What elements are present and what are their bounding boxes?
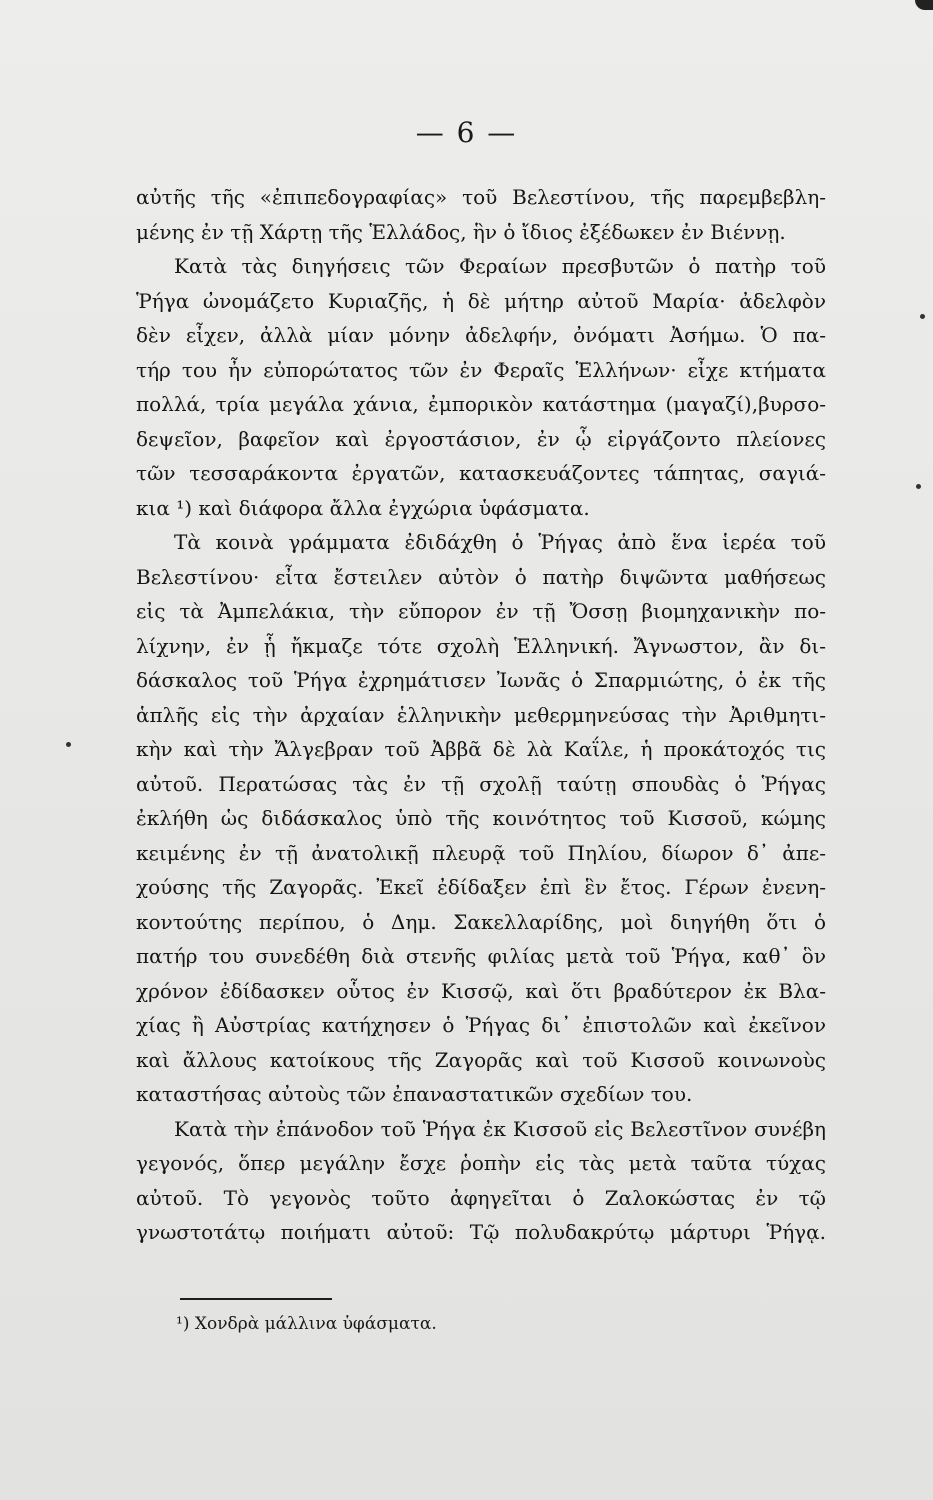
ink-mark	[915, 0, 933, 10]
text-line: Κατὰ τὰς διηγήσεις τῶν Φεραίων πρεσβυτῶν ὁ πατὴρ τοῦ	[174, 254, 826, 278]
ink-speck	[920, 314, 925, 319]
text-line: τήρ του ἦν εὐπορώτατος τῶν ἐν Φεραῖς Ἑλλήνων· εἶχε κτήματα	[136, 357, 826, 382]
text-line: κειμένης ἐν τῇ ἀνατολικῇ πλευρᾷ τοῦ Πηλίου, δίωρον δ᾿ ἀπε-	[136, 840, 826, 865]
text-line: ἁπλῆς εἰς τὴν ἀρχαίαν ἑλληνικὴν μεθερμηνεύσας τὴν Ἀριθμητι-	[136, 702, 826, 727]
ink-speck	[916, 484, 921, 489]
text-line: δάσκαλος τοῦ Ῥήγα ἐχρημάτισεν Ἰωνᾶς ὁ Σπαρμιώτης, ὁ ἐκ τῆς	[136, 668, 826, 692]
text-line: γνωστοτάτῳ ποιήματι αὐτοῦ: Τῷ πολυδακρύτῳ μάρτυρι Ῥήγᾳ.	[136, 1220, 826, 1244]
text-line: Ῥήγα ὠνομάζετο Κυριαζῆς, ἡ δὲ μήτηρ αὐτοῦ Μαρία· ἀδελφὸν	[136, 288, 826, 313]
body-text	[136, 180, 826, 1250]
text-line: κοντούτης περίπου, ὁ Δημ. Σακελλαρίδης, μοὶ διηγήθη ὅτι ὁ	[136, 909, 826, 934]
text-line: Κατὰ τὴν ἐπάνοδον τοῦ Ῥήγα ἐκ Κισσοῦ εἰς Βελεστῖνον συνέβη	[174, 1116, 826, 1141]
ink-speck	[66, 742, 71, 747]
text-line: δεψεῖον, βαφεῖον καὶ ἐργοστάσιον, ἐν ᾧ εἰργάζοντο πλείονες	[136, 426, 826, 451]
footnote-rule	[180, 1298, 332, 1300]
text-line: χίας ἢ Αὐστρίας κατήχησεν ὁ Ῥήγας δι᾿ ἐπιστολῶν καὶ ἐκεῖνον	[136, 1013, 826, 1037]
text-line: χούσης τῆς Ζαγορᾶς. Ἐκεῖ ἐδίδαξεν ἐπὶ ἓν ἔτος. Γέρων ἐνενη-	[136, 875, 826, 899]
text-line: εἰς τὰ Ἀμπελάκια, τὴν εὔπορον ἐν τῇ Ὄσσῃ βιομηχανικὴν πο-	[136, 599, 826, 623]
text-line: πατήρ του συνεδέθη διὰ στενῆς φιλίας μετὰ τοῦ Ῥήγα, καθ᾿ ὃν	[136, 944, 826, 968]
text-line: καὶ ἄλλους κατοίκους τῆς Ζαγορᾶς καὶ τοῦ Κισσοῦ κοινωνοὺς	[136, 1047, 826, 1072]
text-line: κια ¹) καὶ διάφορα ἄλλα ἐγχώρια ὑφάσματα.	[136, 495, 590, 520]
page-number: — 6 —	[415, 116, 518, 149]
text-line: κὴν καὶ τὴν Ἄλγεβραν τοῦ Ἀββᾶ δὲ λὰ Καΐλε, ἡ προκάτοχός τις	[136, 737, 826, 761]
text-line: λίχνην, ἐν ᾗ ἤκμαζε τότε σχολὴ Ἑλληνική. Ἄγνωστον, ἂν δι-	[136, 633, 826, 658]
text-line: μένης ἐν τῇ Χάρτῃ τῆς Ἑλλάδος, ἣν ὁ ἴδιος ἐξέδωκεν ἐν Βιέννῃ.	[136, 219, 786, 244]
text-line: αὐτοῦ. Τὸ γεγονὸς τοῦτο ἀφηγεῖται ὁ Ζαλοκώστας ἐν τῷ	[136, 1185, 826, 1210]
text-line: δὲν εἶχεν, ἀλλὰ μίαν μόνην ἀδελφήν, ὀνόματι Ἀσήμω. Ὁ πα-	[136, 323, 826, 347]
text-line: χρόνον ἐδίδασκεν οὗτος ἐν Κισσῷ, καὶ ὅτι βραδύτερον ἐκ Βλα-	[136, 978, 826, 1003]
text-line: Τὰ κοινὰ γράμματα ἐδιδάχθη ὁ Ῥήγας ἀπὸ ἕνα ἱερέα τοῦ	[174, 530, 826, 554]
text-line: τῶν τεσσαράκοντα ἐργατῶν, κατασκευάζοντες τάπητας, σαγιά-	[136, 461, 826, 485]
text-line: Βελεστίνου· εἶτα ἔστειλεν αὐτὸν ὁ πατὴρ διψῶντα μαθήσεως	[136, 564, 826, 589]
text-line: αὐτῆς τῆς «ἐπιπεδογραφίας» τοῦ Βελεστίνου, τῆς παρεμβεβλη-	[136, 185, 826, 209]
text-line: πολλά, τρία μεγάλα χάνια, ἐμπορικὸν κατάστημα (μαγαζί),βυρσο-	[136, 392, 826, 416]
text-line: ἐκλήθη ὡς διδάσκαλος ὑπὸ τῆς κοινότητος τοῦ Κισσοῦ, κώμης	[136, 806, 826, 830]
text-line: γεγονός, ὅπερ μεγάλην ἔσχε ῥοπὴν εἰς τὰς μετὰ ταῦτα τύχας	[136, 1151, 826, 1175]
footnote: ¹) Χονδρὰ μάλλινα ὑφάσματα.	[176, 1314, 437, 1334]
text-line: καταστήσας αὐτοὺς τῶν ἐπαναστατικῶν σχεδίων του.	[136, 1082, 693, 1106]
text-line: αὐτοῦ. Περατώσας τὰς ἐν τῇ σχολῇ ταύτῃ σπουδὰς ὁ Ῥήγας	[136, 771, 826, 796]
